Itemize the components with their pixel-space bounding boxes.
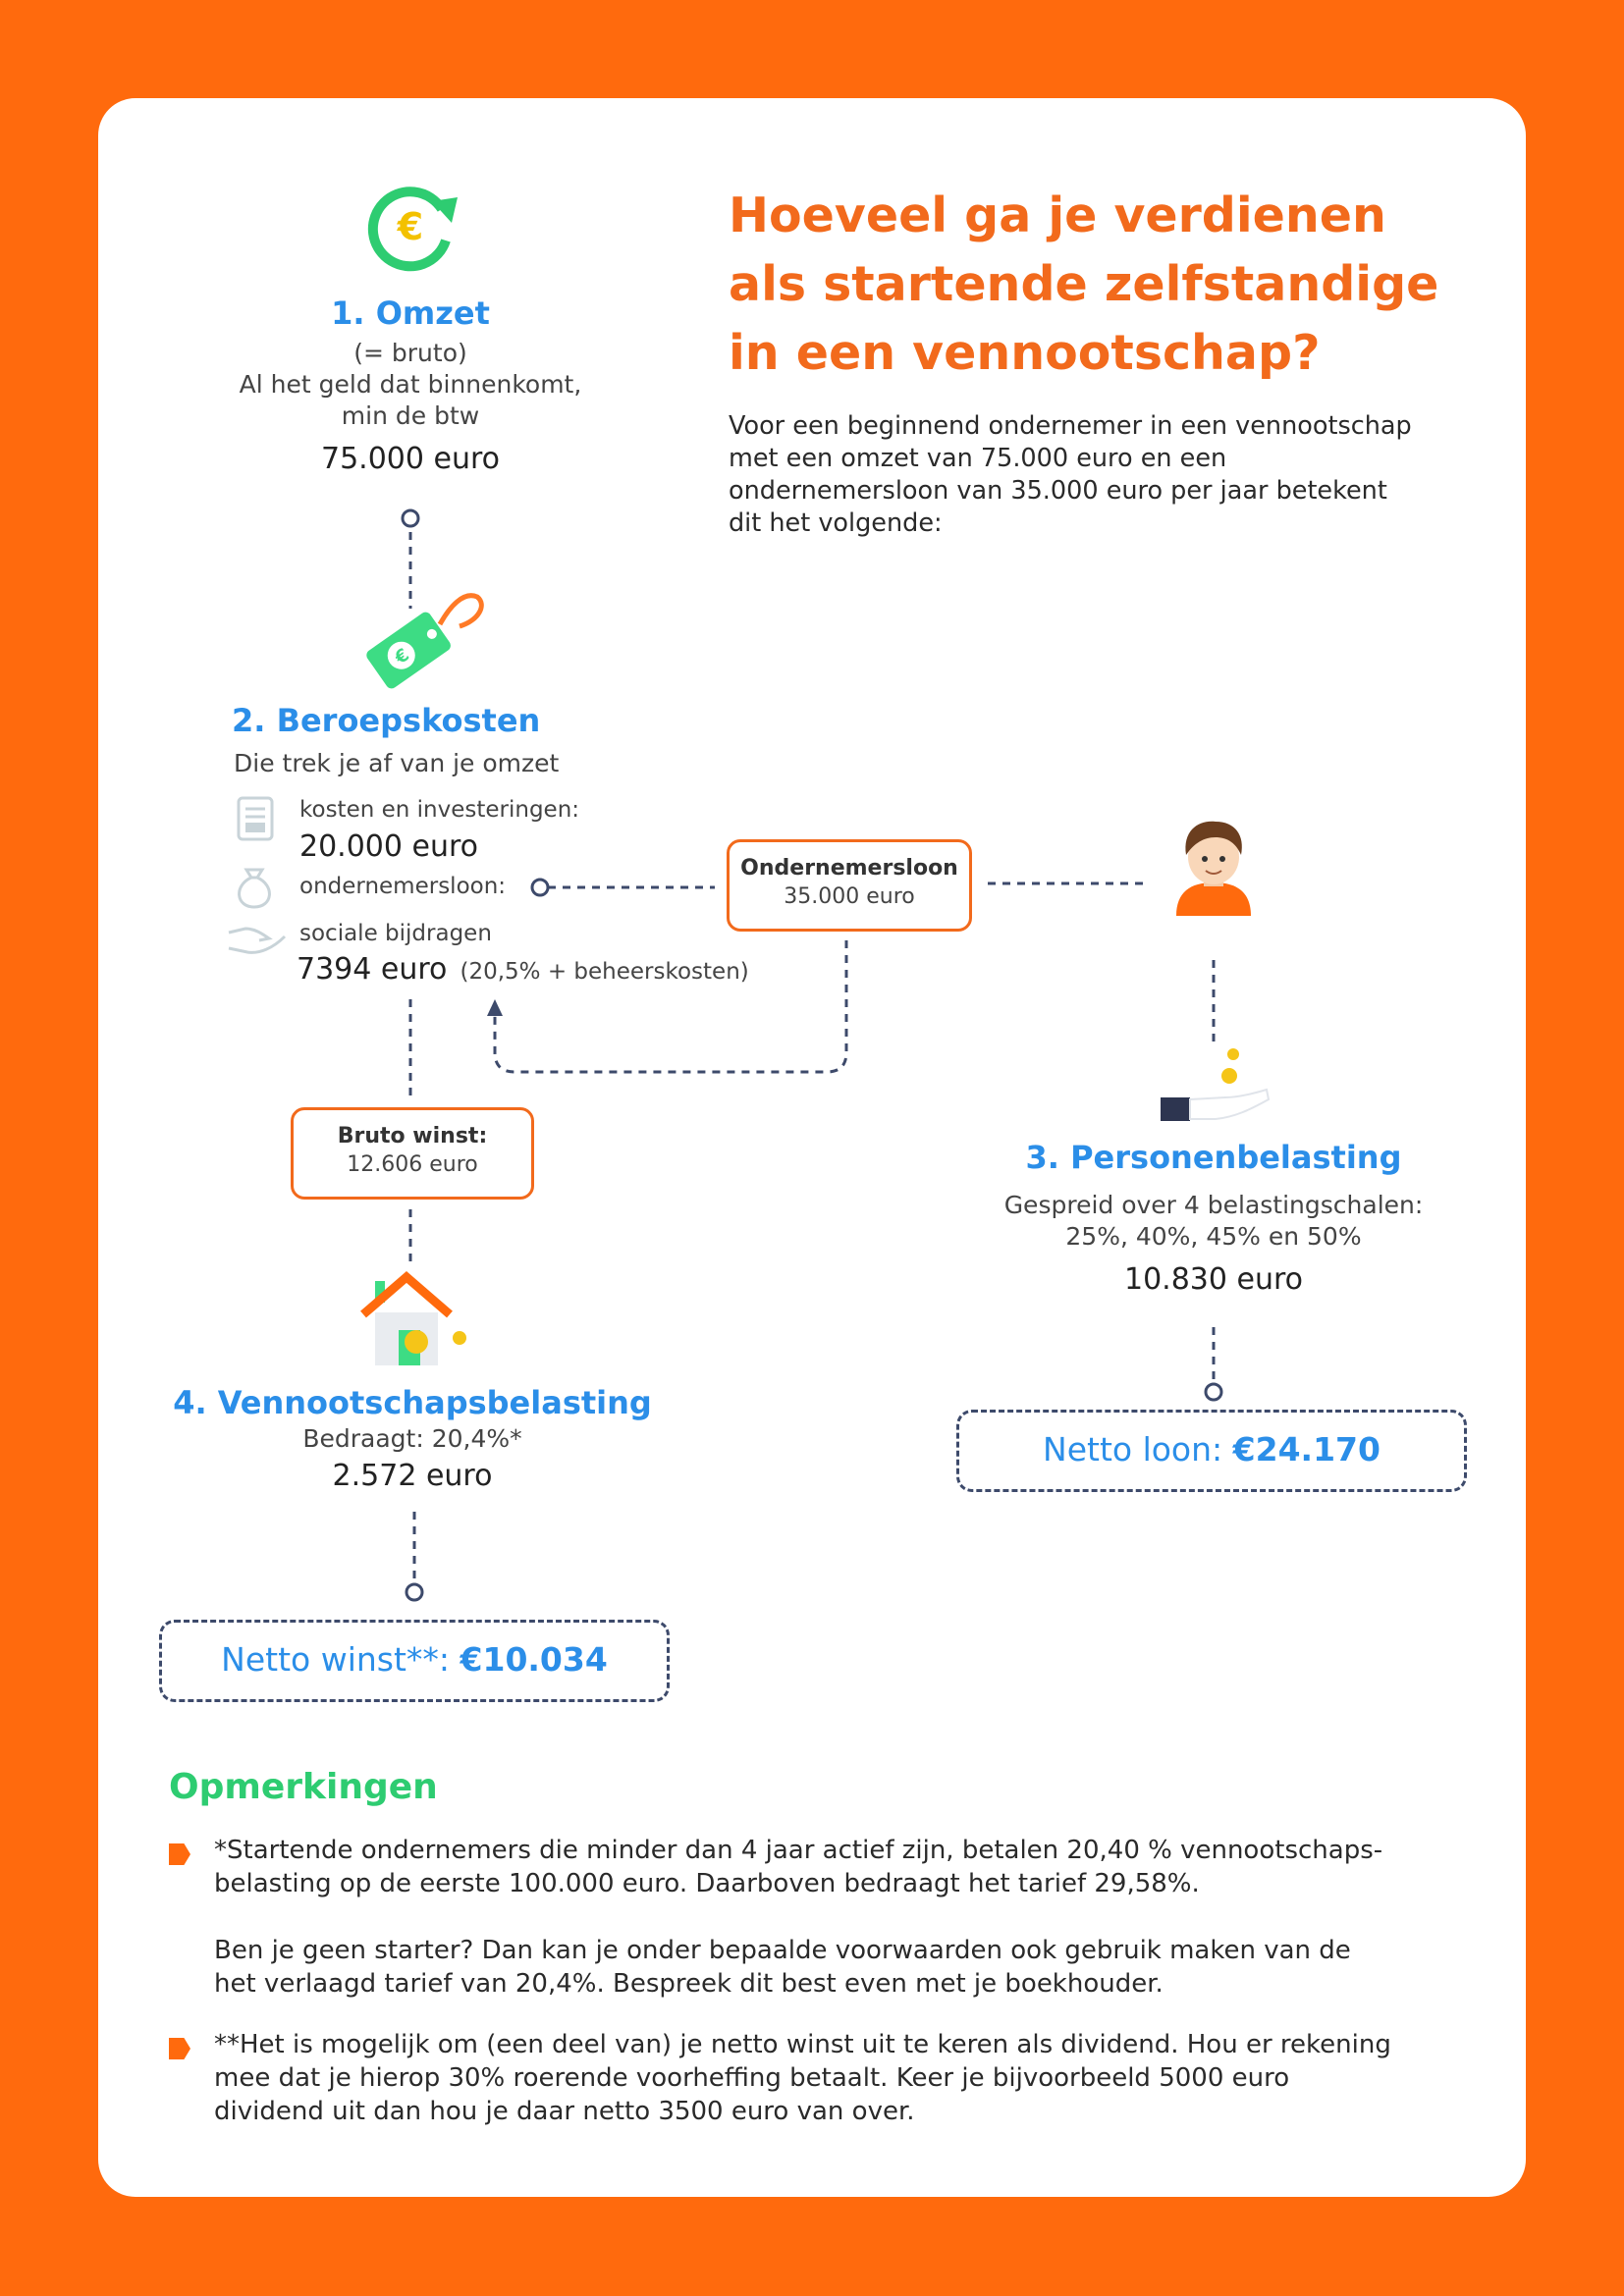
personenbelasting-sub1: Gespreid over 4 belastingschalen: bbox=[1003, 1191, 1424, 1219]
price-tag-icon bbox=[361, 587, 489, 695]
beroepskosten-heading: 2. Beroepskosten bbox=[232, 702, 541, 739]
omzet-sub3: min de btw bbox=[341, 401, 480, 430]
sociale-bijdragen-label: sociale bijdragen bbox=[299, 921, 492, 946]
omzet-sub2: Al het geld dat binnenkomt, bbox=[239, 370, 582, 399]
personenbelasting-value: 10.830 euro bbox=[1123, 1262, 1303, 1297]
netto-loon-label: Netto loon: bbox=[1043, 1430, 1233, 1468]
netto-winst-value: €10.034 bbox=[460, 1640, 608, 1679]
sociale-bijdragen-note: (20,5% + beheerskosten) bbox=[460, 959, 749, 985]
ondernemersloon-box bbox=[727, 839, 972, 932]
moneybag-icon bbox=[232, 864, 277, 911]
netto-loon-value: €24.170 bbox=[1232, 1430, 1380, 1468]
omzet-section bbox=[214, 294, 607, 476]
opmerking-2: **Het is mogelijk om (een deel van) je netto winst uit te keren als dividend. Hou er rekening mee dat je hierop 30% roerende voorheffing betaalt. Keer je bijvoorbeeld 5000 euro dividend uit dan hou je daar netto 3500 euro van over. bbox=[214, 2030, 1391, 2126]
euro-cycle-icon bbox=[363, 180, 461, 274]
bruto-winst-box bbox=[291, 1107, 534, 1200]
vennootschapsbelasting-sub: Bedraagt: 20,4%* bbox=[302, 1424, 522, 1453]
ondernemersloon-label: ondernemersloon: bbox=[299, 874, 507, 899]
vennootschapsbelasting-value: 2.572 euro bbox=[332, 1459, 493, 1493]
hand-icon bbox=[226, 923, 289, 962]
vennootschapsbelasting-section bbox=[157, 1384, 668, 1493]
page-title: Hoeveel ga je verdienen als startende zelfstandige in een vennootschap? bbox=[729, 187, 1439, 381]
opmerking-1: *Startende ondernemers die minder dan 4 jaar actief zijn, betalen 20,40 % vennootschaps- belasting op de eerste 100.000 euro. Daarboven bedraagt het tarief 29,58%. Ben je geen starter? Dan kan je onder bepaalde voorwaarden ook gebruik maken van de het verlaagd tarief van 20,4%. Bespreek dit best even met je boekhouder. bbox=[214, 1836, 1383, 1999]
content-card bbox=[98, 98, 1526, 2197]
sociale-bijdragen-row bbox=[297, 952, 749, 987]
person-avatar-icon bbox=[1170, 812, 1257, 916]
bruto-winst-label: Bruto winst: bbox=[337, 1124, 488, 1148]
kosten-label: kosten en investeringen: bbox=[299, 797, 580, 823]
beroepskosten-sub: Die trek je af van je omzet bbox=[234, 749, 560, 777]
omzet-heading: 1. Omzet bbox=[331, 294, 490, 332]
kosten-value: 20.000 euro bbox=[299, 829, 479, 864]
sociale-bijdragen-value: 7394 euro bbox=[297, 952, 448, 987]
intro-text: Voor een beginnend ondernemer in een vennootschap met een omzet van 75.000 euro en een ondernemersloon van 35.000 euro per jaar betekent dit het volgende: bbox=[729, 411, 1412, 538]
personenbelasting-sub2: 25%, 40%, 45% en 50% bbox=[1065, 1222, 1362, 1251]
omzet-sub1: (= bruto) bbox=[353, 339, 467, 367]
hand-coins-icon bbox=[1157, 1041, 1274, 1125]
document-icon bbox=[236, 795, 275, 842]
omzet-value: 75.000 euro bbox=[320, 442, 500, 476]
svg-text:€: € bbox=[397, 205, 424, 248]
opmerkingen-title: Opmerkingen bbox=[169, 1767, 438, 1807]
personenbelasting-section bbox=[968, 1139, 1459, 1297]
netto-loon-box bbox=[956, 1410, 1467, 1492]
personenbelasting-heading: 3. Personenbelasting bbox=[1025, 1139, 1402, 1176]
ondernemersloon-box-value: 35.000 euro bbox=[784, 884, 915, 909]
house-coin-icon bbox=[355, 1271, 479, 1369]
bruto-winst-value: 12.606 euro bbox=[347, 1152, 478, 1177]
netto-winst-box bbox=[159, 1620, 670, 1702]
netto-winst-label: Netto winst**: bbox=[221, 1640, 460, 1679]
ondernemersloon-box-label: Ondernemersloon bbox=[740, 856, 958, 881]
vennootschapsbelasting-heading: 4. Vennootschapsbelasting bbox=[173, 1384, 652, 1421]
svg-text:€: € bbox=[391, 644, 413, 669]
